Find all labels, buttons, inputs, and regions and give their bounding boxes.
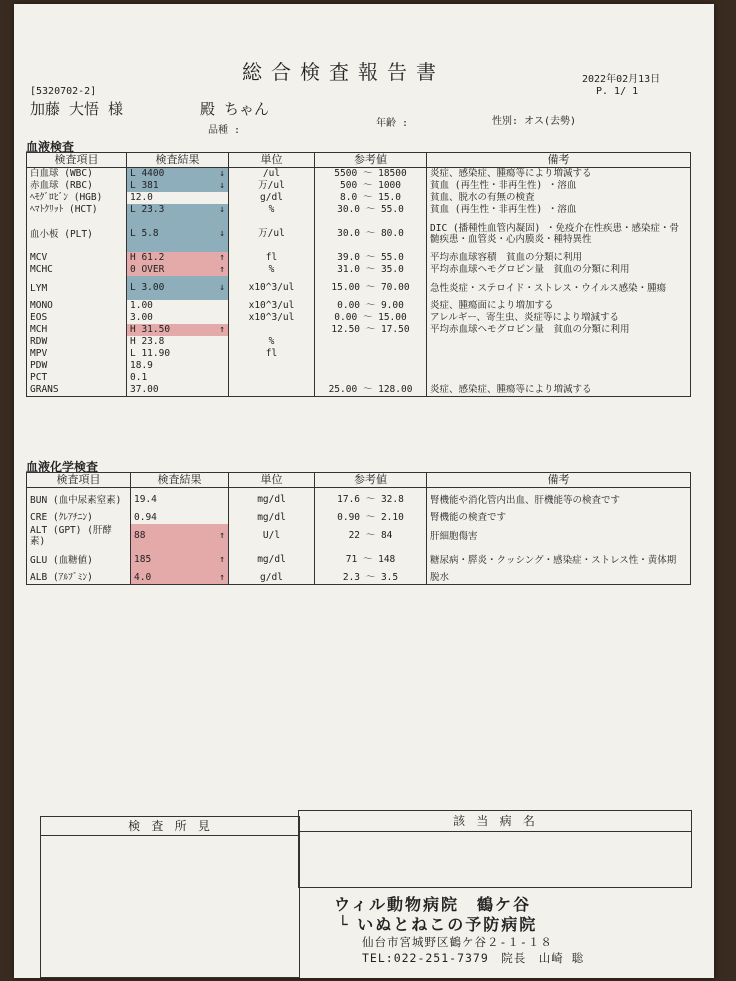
test-reference-range: [315, 192, 427, 204]
test-result: [127, 360, 229, 372]
test-reference-range: [315, 264, 427, 276]
result-value: 0 OVER: [130, 264, 165, 275]
test-note-text: 炎症、感染症、腫瘍等により増減する: [430, 168, 592, 179]
header-item: 検査項目: [27, 153, 127, 168]
test-reference-range-text: 0.00 ～ 9.00: [337, 300, 404, 311]
test-unit-text: 万/ul: [258, 228, 285, 239]
header-note: 備考: [427, 473, 691, 488]
result-value: 88: [134, 530, 146, 541]
test-note: [427, 384, 691, 397]
test-note: [427, 512, 691, 524]
test-result: [127, 252, 229, 264]
test-item-name: [27, 312, 127, 324]
header-result: 検査結果: [127, 153, 229, 168]
test-result: [127, 180, 229, 192]
result-value: 0.94: [134, 512, 157, 523]
result-flag-icon: ↑: [219, 572, 225, 583]
test-note-text: 炎症、腫瘍面により増加する: [430, 300, 554, 311]
test-item-name: [27, 488, 131, 513]
test-unit-text: %: [268, 336, 275, 347]
test-item-name: [27, 348, 127, 360]
test-note: [427, 572, 691, 585]
test-reference-range: [315, 300, 427, 312]
test-note: [427, 488, 691, 513]
test-reference-range-text: 39.0 ～ 55.0: [337, 252, 404, 263]
test-reference-range-text: 15.00 ～ 70.00: [331, 282, 410, 293]
test-item-name-text: EOS: [30, 312, 48, 323]
table-row: [27, 512, 691, 524]
test-note: [427, 192, 691, 204]
test-note: [427, 360, 691, 372]
test-unit-text: mg/dl: [257, 512, 286, 523]
test-note: [427, 204, 691, 216]
test-reference-range-text: 500 ～ 1000: [340, 180, 401, 191]
age-label: 年齢 :: [376, 118, 409, 129]
test-result: [127, 168, 229, 181]
test-item-name-text: 血小板 (PLT): [30, 228, 93, 240]
result-value: 3.00: [130, 312, 153, 323]
test-result: [127, 372, 229, 384]
result-value: H 31.50: [130, 324, 171, 335]
test-item-name: [27, 572, 131, 585]
header-result: 検査結果: [131, 473, 229, 488]
test-note-text: 肝細胞傷害: [430, 530, 478, 542]
test-unit-text: g/dl: [260, 192, 283, 203]
test-unit-text: x10^3/ul: [248, 282, 295, 293]
test-reference-range-text: 30.0 ～ 55.0: [337, 204, 404, 215]
chem-section-title: 血液化学検査: [26, 460, 99, 474]
test-unit: [229, 372, 315, 384]
test-item-name: [27, 548, 131, 572]
result-value: 18.9: [130, 360, 153, 371]
pet-name: 殿 ちゃん: [200, 100, 270, 118]
test-reference-range: [315, 204, 427, 216]
chemistry-test-table: [26, 472, 691, 585]
diagnosis-label: 該 当 病 名: [299, 811, 691, 832]
table-row: [27, 216, 691, 252]
test-item-name-text: GLU (血糖値): [30, 554, 93, 566]
test-reference-range: [315, 360, 427, 372]
test-item-name-text: LYM: [30, 282, 48, 294]
table-row: [27, 168, 691, 181]
test-unit: [229, 300, 315, 312]
test-unit-text: /ul: [262, 168, 281, 179]
findings-label: 検 査 所 見: [41, 817, 299, 836]
test-reference-range-text: 8.0 ～ 15.0: [340, 192, 401, 203]
test-reference-range: [315, 180, 427, 192]
sex-label: 性別: オス(去勢): [492, 116, 576, 127]
test-reference-range-text: 30.0 ～ 80.0: [337, 228, 404, 239]
test-note-text: 腎機能の検査です: [430, 512, 507, 523]
test-unit: [229, 488, 315, 513]
result-flag-icon: ↓: [219, 180, 225, 191]
test-item-name: [27, 336, 127, 348]
test-reference-range-text: 0.00 ～ 15.00: [334, 312, 407, 323]
test-item-name: [27, 324, 127, 336]
test-note-text: 急性炎症・ステロイド・ストレス・ウイルス感染・腫瘍: [430, 282, 667, 294]
test-result: [127, 336, 229, 348]
test-unit-text: 万/ul: [258, 180, 285, 191]
test-item-name-text: GRANS: [30, 384, 59, 395]
test-reference-range-text: 12.50 ～ 17.50: [331, 324, 410, 335]
table-row: [27, 276, 691, 300]
test-result: [127, 216, 229, 252]
test-note-text: 炎症、感染症、腫瘍等により増減する: [430, 384, 592, 395]
table-row: [27, 300, 691, 312]
test-reference-range: [315, 216, 427, 252]
result-value: H 61.2: [130, 252, 165, 263]
test-note: [427, 336, 691, 348]
test-item-name: [27, 204, 127, 216]
test-unit-text: x10^3/ul: [248, 312, 295, 323]
test-item-name: [27, 276, 127, 300]
test-unit: [229, 252, 315, 264]
test-reference-range: [315, 384, 427, 397]
test-note-text: 貧血 (再生性・非再生性) ・溶血: [430, 180, 577, 191]
test-note: [427, 276, 691, 300]
header-unit: 単位: [229, 153, 315, 168]
test-unit: [229, 360, 315, 372]
test-unit: [229, 312, 315, 324]
blood-test-table: [26, 152, 691, 397]
report-title: 総合検査報告書: [242, 60, 445, 84]
result-flag-icon: ↓: [219, 204, 225, 215]
hospital-name: ウィル動物病院 鶴ケ谷: [334, 895, 532, 914]
table-row: [27, 572, 691, 585]
hospital-subname: └ いぬとねこの予防病院: [338, 915, 538, 934]
test-reference-range-text: 5500 ～ 18500: [334, 168, 407, 179]
test-unit-text: mg/dl: [257, 494, 286, 505]
owner-name: 加藤 大悟 様: [30, 100, 124, 118]
test-unit: [229, 180, 315, 192]
table-row: [27, 312, 691, 324]
result-flag-icon: ↓: [219, 282, 225, 293]
test-unit: [229, 264, 315, 276]
test-result: [127, 324, 229, 336]
report-paper: [14, 4, 714, 978]
header-item: 検査項目: [27, 473, 131, 488]
test-note: [427, 216, 691, 252]
test-note-text: 腎機能や消化管内出血、肝機能等の検査です: [430, 494, 621, 506]
findings-box: [40, 816, 300, 978]
diagnosis-box: [298, 810, 692, 888]
test-item-name-text: PCT: [30, 372, 48, 383]
test-item-name-text: MONO: [30, 300, 53, 311]
test-unit-text: g/dl: [260, 572, 283, 583]
table-row: [27, 524, 691, 548]
test-unit: [229, 572, 315, 585]
header-note: 備考: [427, 153, 691, 168]
header-unit: 単位: [229, 473, 315, 488]
table-row: [27, 384, 691, 397]
test-unit-text: %: [268, 204, 275, 215]
test-item-name-text: MPV: [30, 348, 48, 359]
test-reference-range: [315, 252, 427, 264]
result-flag-icon: ↑: [219, 554, 225, 565]
test-result: [127, 204, 229, 216]
test-result: [127, 384, 229, 397]
result-value: L 381: [130, 180, 159, 191]
blood-section-title: 血液検査: [26, 140, 75, 154]
test-result: [127, 300, 229, 312]
test-unit: [229, 548, 315, 572]
test-result: [127, 276, 229, 300]
test-unit: [229, 512, 315, 524]
test-item-name: [27, 180, 127, 192]
test-item-name: [27, 252, 127, 264]
test-item-name-text: ALT (GPT) (肝酵素): [30, 525, 112, 547]
test-reference-range-text: 25.00 ～ 128.00: [328, 384, 413, 395]
result-value: L 4400: [130, 168, 165, 179]
test-reference-range: [315, 348, 427, 360]
test-result: [131, 524, 229, 548]
header-reference: 参考値: [315, 153, 427, 168]
test-reference-range: [315, 548, 427, 572]
test-item-name-text: 赤血球 (RBC): [30, 180, 93, 191]
table-row: [27, 360, 691, 372]
table-row: [27, 548, 691, 572]
test-item-name: [27, 372, 127, 384]
test-note-text: 平均赤血球ヘモグロビン量 貧血の分類に利用: [430, 264, 630, 275]
test-note: [427, 180, 691, 192]
test-note: [427, 312, 691, 324]
result-flag-icon: ↓: [219, 168, 225, 179]
test-note: [427, 168, 691, 181]
test-item-name: [27, 168, 127, 181]
test-item-name: [27, 384, 127, 397]
test-note: [427, 252, 691, 264]
test-item-name-text: MCHC: [30, 264, 53, 275]
test-note-text: DIC (播種性血管内凝固) ・免疫介在性疾患・感染症・骨髄疾患・血管炎・心内膜炎・種特異性: [430, 223, 680, 245]
test-unit-text: fl: [265, 348, 278, 359]
result-flag-icon: ↓: [219, 228, 225, 239]
test-unit: [229, 192, 315, 204]
test-reference-range: [315, 168, 427, 181]
test-item-name: [27, 264, 127, 276]
test-note: [427, 264, 691, 276]
test-item-name-text: ﾍﾏﾄｸﾘｯﾄ (HCT): [30, 204, 98, 215]
table-row: [27, 348, 691, 360]
result-value: L 5.8: [130, 228, 159, 239]
result-value: 37.00: [130, 384, 159, 395]
test-item-name-text: MCH: [30, 324, 48, 335]
table-row: [27, 264, 691, 276]
result-value: 1.00: [130, 300, 153, 311]
hospital-contact: TEL:022-251-7379 院長 山崎 聡: [362, 951, 585, 965]
test-result: [131, 572, 229, 585]
test-reference-range: [315, 336, 427, 348]
breed-label: 品種 :: [208, 125, 241, 136]
test-item-name-text: MCV: [30, 252, 48, 263]
test-note: [427, 348, 691, 360]
test-item-name-text: RDW: [30, 336, 48, 347]
test-item-name: [27, 216, 127, 252]
test-result: [131, 488, 229, 513]
result-value: 12.0: [130, 192, 153, 203]
test-unit: [229, 216, 315, 252]
table-row: [27, 372, 691, 384]
table-row: [27, 192, 691, 204]
test-result: [127, 312, 229, 324]
table-row: [27, 252, 691, 264]
table-row: [27, 488, 691, 513]
test-item-name: [27, 300, 127, 312]
result-value: H 23.8: [130, 336, 165, 347]
result-value: L 23.3: [130, 204, 165, 215]
test-note: [427, 300, 691, 312]
report-date: 2022年02月13日: [582, 74, 661, 85]
test-reference-range: [315, 312, 427, 324]
test-reference-range: [315, 572, 427, 585]
test-unit: [229, 336, 315, 348]
test-item-name-text: ALB (ｱﾙﾌﾞﾐﾝ): [30, 572, 93, 583]
test-reference-range: [315, 488, 427, 513]
test-unit: [229, 524, 315, 548]
test-reference-range: [315, 524, 427, 548]
record-id: [5320702-2]: [30, 86, 97, 97]
test-result: [127, 264, 229, 276]
test-item-name: [27, 360, 127, 372]
test-result: [127, 192, 229, 204]
test-note: [427, 324, 691, 336]
test-note: [427, 524, 691, 548]
test-item-name-text: BUN (血中尿素窒素): [30, 494, 122, 506]
result-value: 4.0: [134, 572, 152, 583]
test-note: [427, 372, 691, 384]
result-flag-icon: ↑: [219, 324, 225, 335]
test-item-name-text: ﾍﾓｸﾞﾛﾋﾞﾝ (HGB): [30, 192, 103, 203]
test-reference-range-text: 71 ～ 148: [345, 554, 396, 565]
test-unit: [229, 324, 315, 336]
test-unit-text: fl: [265, 252, 278, 263]
test-unit: [229, 168, 315, 181]
test-reference-range-text: 2.3 ～ 3.5: [342, 572, 399, 583]
test-unit-text: mg/dl: [257, 554, 286, 565]
page-number: P. 1/ 1: [596, 86, 639, 97]
test-reference-range-text: 0.90 ～ 2.10: [337, 512, 404, 523]
test-reference-range-text: 17.6 ～ 32.8: [337, 494, 404, 505]
test-note-text: アレルギー、寄生虫、炎症等により増減する: [430, 312, 620, 323]
result-value: 185: [134, 554, 152, 565]
result-value: L 11.90: [130, 348, 171, 359]
result-flag-icon: ↑: [219, 252, 225, 263]
test-result: [131, 512, 229, 524]
test-reference-range: [315, 372, 427, 384]
test-unit: [229, 204, 315, 216]
result-value: 19.4: [134, 494, 157, 505]
test-note: [427, 548, 691, 572]
test-unit: [229, 276, 315, 300]
test-unit-text: x10^3/ul: [248, 300, 295, 311]
table-row: [27, 336, 691, 348]
test-unit-text: U/l: [262, 530, 281, 541]
test-reference-range: [315, 324, 427, 336]
table-row: [27, 180, 691, 192]
test-item-name-text: 白血球 (WBC): [30, 168, 93, 179]
test-unit: [229, 348, 315, 360]
hospital-address: 仙台市宮城野区鶴ケ谷２-１-１８: [362, 935, 553, 949]
test-unit: [229, 384, 315, 397]
test-unit-text: %: [268, 264, 275, 275]
result-value: L 3.00: [130, 282, 165, 293]
test-note-text: 平均赤血球容積 貧血の分類に利用: [430, 252, 583, 263]
result-value: 0.1: [130, 372, 148, 383]
test-item-name: [27, 512, 131, 524]
test-note-text: 貧血 (再生性・非再生性) ・溶血: [430, 204, 577, 215]
test-note-text: 貧血、脱水の有無の検査: [430, 192, 535, 203]
test-reference-range: [315, 512, 427, 524]
table-row: [27, 204, 691, 216]
test-reference-range: [315, 276, 427, 300]
test-reference-range-text: 31.0 ～ 35.0: [337, 264, 404, 275]
header-reference: 参考値: [315, 473, 427, 488]
test-reference-range-text: 22 ～ 84: [348, 530, 393, 541]
test-item-name-text: CRE (ｸﾚｱﾁﾆﾝ): [30, 512, 93, 523]
test-result: [131, 548, 229, 572]
test-item-name: [27, 192, 127, 204]
test-item-name: [27, 524, 131, 548]
test-item-name-text: PDW: [30, 360, 48, 371]
test-note-text: 脱水: [430, 572, 450, 583]
table-row: [27, 324, 691, 336]
result-flag-icon: ↑: [219, 530, 225, 541]
test-note-text: 糖尿病・膵炎・クッシング・感染症・ストレス性・黄体期: [430, 554, 677, 566]
result-flag-icon: ↑: [219, 264, 225, 275]
test-note-text: 平均赤血球ヘモグロビン量 貧血の分類に利用: [430, 324, 630, 335]
test-result: [127, 348, 229, 360]
